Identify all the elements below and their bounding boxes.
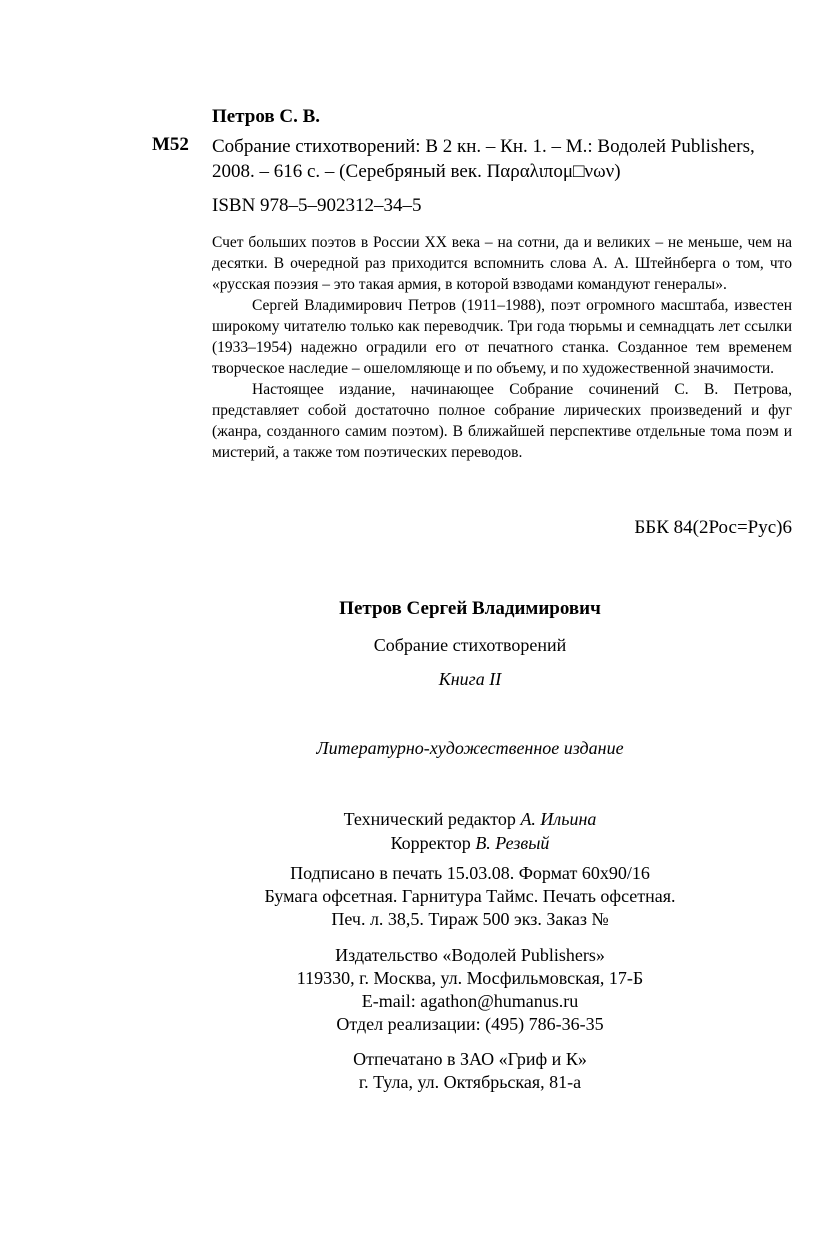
print-details [120,862,820,931]
publisher-line: 119330, г. Москва, ул. Мосфильмовская, 17-Б [296,968,644,988]
annotation-paragraph: Сергей Владимирович Петров (1911–1988), поэт огромного масштаба, известен широкому читателю только как переводчик. Три года тюрьмы и семнадцать лет ссылки (1933–1954) надежно оградили его от печатного станка. Созданное тем временем творческое наследие – ошеломляюще и по объему, и по художественной значимости. [212,297,792,377]
publisher-line: E-mail: agathon@humanus.ru [361,991,579,1011]
corrector-line [120,831,820,855]
publisher-line: Отдел реализации: (495) 786-36-35 [336,1014,604,1034]
author-heading: Петров С. В. [212,106,321,127]
bibliographic-line: 2008. – 616 с. – (Серебряный век. Παραλιπομ□νων) [212,161,621,182]
author-mark: М52 [152,134,189,155]
bibliographic-line: Собрание стихотворений: В 2 кн. – Кн. 1. – М.: Водолей Publishers, [212,136,755,157]
corrector-label: Корректор [390,833,471,853]
book-number: Книга II [438,669,502,689]
print-line: Подписано в печать 15.03.08. Формат 60х90/16 [290,863,650,883]
full-author-name: Петров Сергей Владимирович [339,598,601,619]
print-line: Печ. л. 38,5. Тираж 500 экз. Заказ № [331,909,609,929]
tech-editor-name: А. Ильина [520,809,597,829]
edition-genre: Литературно-художественное издание [316,738,624,758]
isbn: ISBN 978–5–902312–34–5 [212,195,422,216]
bibliographic-description [212,134,792,184]
annotation [212,232,792,463]
tech-editor-line [120,807,820,831]
editorial-staff [120,807,820,855]
printer-line: г. Тула, ул. Октябрьская, 81-а [358,1072,582,1092]
publisher-line: Издательство «Водолей Publishers» [335,945,605,965]
print-line: Бумага офсетная. Гарнитура Таймс. Печать офсетная. [264,886,676,906]
publisher-details [120,944,820,1036]
printer-line: Отпечатано в ЗАО «Гриф и К» [353,1049,587,1069]
collection-title: Собрание стихотворений [373,635,567,655]
annotation-paragraph: Счет больших поэтов в России XX века – на сотни, да и великих – не меньше, чем на десятки. В очередной раз приходится вспомнить слова А. А. Штейнберга о том, что «русская поэзия – это такая армия, в которой взводами командуют генералы». [212,234,792,293]
bbk-code: ББК 84(2Рос=Рус)6 [634,517,792,538]
tech-editor-label: Технический редактор [343,809,516,829]
annotation-paragraph: Настоящее издание, начинающее Собрание сочинений С. В. Петрова, представляет собой достаточно полное собрание лирических произведений и фуг (жанра, созданного самим поэтом). В ближайшей перспективе отдельные тома поэм и мистерий, а также том поэтических переводов. [212,381,792,461]
corrector-name: В. Резвый [475,833,550,853]
printer-details [120,1048,820,1094]
